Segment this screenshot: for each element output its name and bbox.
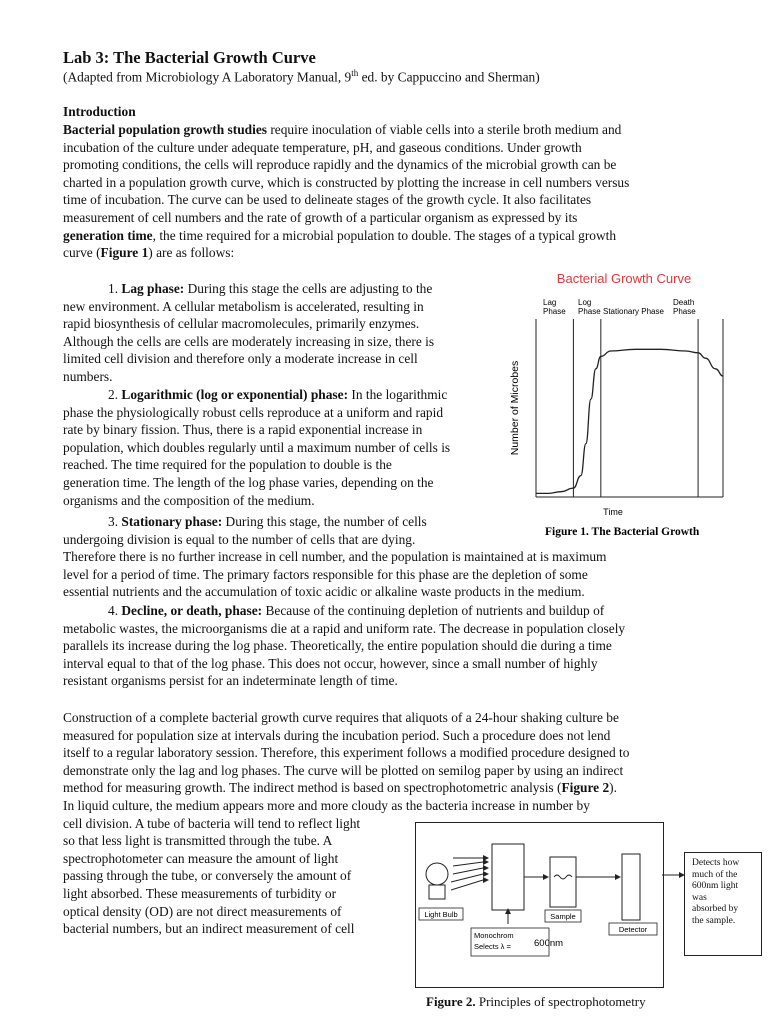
light-bulb-label: Light Bulb [424, 910, 458, 919]
sample-box [550, 857, 576, 907]
spectrophotometry-diagram [415, 822, 665, 988]
lag-phase-paragraph: 1. Lag phase: During this stage the cells are adjusting to the new environment. A cellular metabolism is accelerated, resulting in rapid biosynthesis of cellular macromolecules, primarily enzymes. Although the cells are cells are moderately increasing in size, there is limited cell division and therefore only a moderate increase in cell numbers. [63, 281, 435, 384]
detector-label: Detector [618, 925, 648, 934]
chart-title: Bacterial Growth Curve [556, 271, 692, 286]
monochromator-box [492, 844, 524, 910]
x-axis-label: Time [603, 507, 623, 517]
phase-label-lag-2: Phase [543, 307, 566, 316]
phase-label-lag-1: Lag [543, 298, 557, 307]
light-rays [451, 858, 483, 890]
detector-box [622, 854, 640, 920]
detector-note-text: Detects how much of the 600nm light was absorbed by the sample. [692, 858, 740, 926]
figure1-caption: Figure 1. The Bacterial Growth [545, 526, 700, 538]
growth-curve-line [536, 349, 723, 493]
arrow-to-sample [543, 874, 549, 880]
ray-arrowheads [483, 855, 489, 883]
stationary-phase-paragraph: 3. Stationary phase: During this stage, the number of cells undergoing division is equal to the number of cells that are dying. Therefore there is no further increase in cell number, and the population is maintained at is maximum level for a period of time. The primary factors responsible for this phase are the depletion of some essential nutrients and the accumulation of toxic acidic or alkaline waste products in the medium. [63, 514, 607, 600]
page-title: Lab 3: The Bacterial Growth Curve [63, 48, 316, 67]
intro-heading: Introduction [63, 104, 136, 119]
y-axis-label: Number of Microbes [509, 360, 521, 456]
light-bulb-base [429, 885, 445, 899]
arrow-to-detector [615, 874, 621, 880]
light-bulb-icon [426, 863, 448, 885]
intro-paragraph: Bacterial population growth studies require inoculation of viable cells into a sterile broth medium and incubation of the culture under adequate temperature, pH, and gaseous conditions. Under growth promoting conditions, the cells will reproduce rapidly and the dynamics of the microbial growth can be charted in a population growth curve, which is constructed by plotting the increase in cell numbers versus time of incubation. The curve can be used to delineate stages of the growth cycle. It also facilitates measurement of cell numbers and the rate of growth of a particular organism as expressed by its generation time, the time required for a microbial population to double. The stages of a typical growth curve (Figure 1) are as follows: [63, 122, 630, 261]
subtitle: (Adapted from Microbiology A Laboratory Manual, 9th ed. by Cappuccino and Sherman) [63, 68, 540, 85]
monochrom-label-1: Monochrom [474, 931, 514, 940]
phase-label-log-1: Log [578, 298, 592, 307]
construction-paragraph: Construction of a complete bacterial growth curve requires that aliquots of a 24-hour shaking culture be measured for population size at intervals during the incubation period. Such a procedure does not lend itself to a regular laboratory session. Therefore, this experiment follows a modified procedure designed to demonstrate only the lag and log phases. The curve will be plotted on semilog paper by using an indirect method for measuring growth. The indirect method is based on spectrophotometric analysis (Figure 2). In liquid culture, the medium appears more and more cloudy as the bacteria increase in number by cell division. A tube of bacteria will tend to reflect light so that less light is transmitted through the tube. A spectrophotometer can measure the amount of light passing through the tube, or conversely the amount of light absorbed. These measurements of turbidity or optical density (OD) are not direct measurements of bacterial numbers, but an indirect measurement of cell [63, 710, 630, 937]
phase-label-stationary: Stationary Phase [603, 307, 664, 316]
growth-curve-chart [508, 265, 740, 545]
phase-label-log-2: Phase [578, 307, 601, 316]
phase-label-death-1: Death [673, 298, 695, 307]
sample-label: Sample [550, 912, 576, 921]
wavelength-value: 600nm [534, 938, 564, 949]
note-arrow [662, 870, 686, 880]
figure2-caption: Figure 2. Principles of spectrophotometry [426, 994, 646, 1009]
monochrom-label-2: Selects λ = [474, 942, 511, 951]
phase-label-death-2: Phase [673, 307, 696, 316]
log-phase-paragraph: 2. Logarithmic (log or exponential) phase: In the logarithmic phase the physiologically robust cells reproduce at a uniform and rapid rate by binary fission. Thus, there is a rapid exponential increase in population, which doubles regularly until a maximum number of cells is reached. The time required for the population to double is the generation time. The length of the log phase varies, depending on the organisms and the composition of the medium. [63, 387, 451, 508]
phase-divider-lines [573, 319, 698, 497]
death-phase-paragraph: 4. Decline, or death, phase: Because of the continuing depletion of nutrients and buildup of metabolic wastes, the microorganisms die at a rapid and uniform rate. The decrease in population closely parallels its increase during the log phase. Theoretically, the entire population should die during a time interval equal to that of the log phase. This does not occur, however, since a small number of highly resistant organisms persist for an indeterminate length of time. [63, 603, 626, 689]
